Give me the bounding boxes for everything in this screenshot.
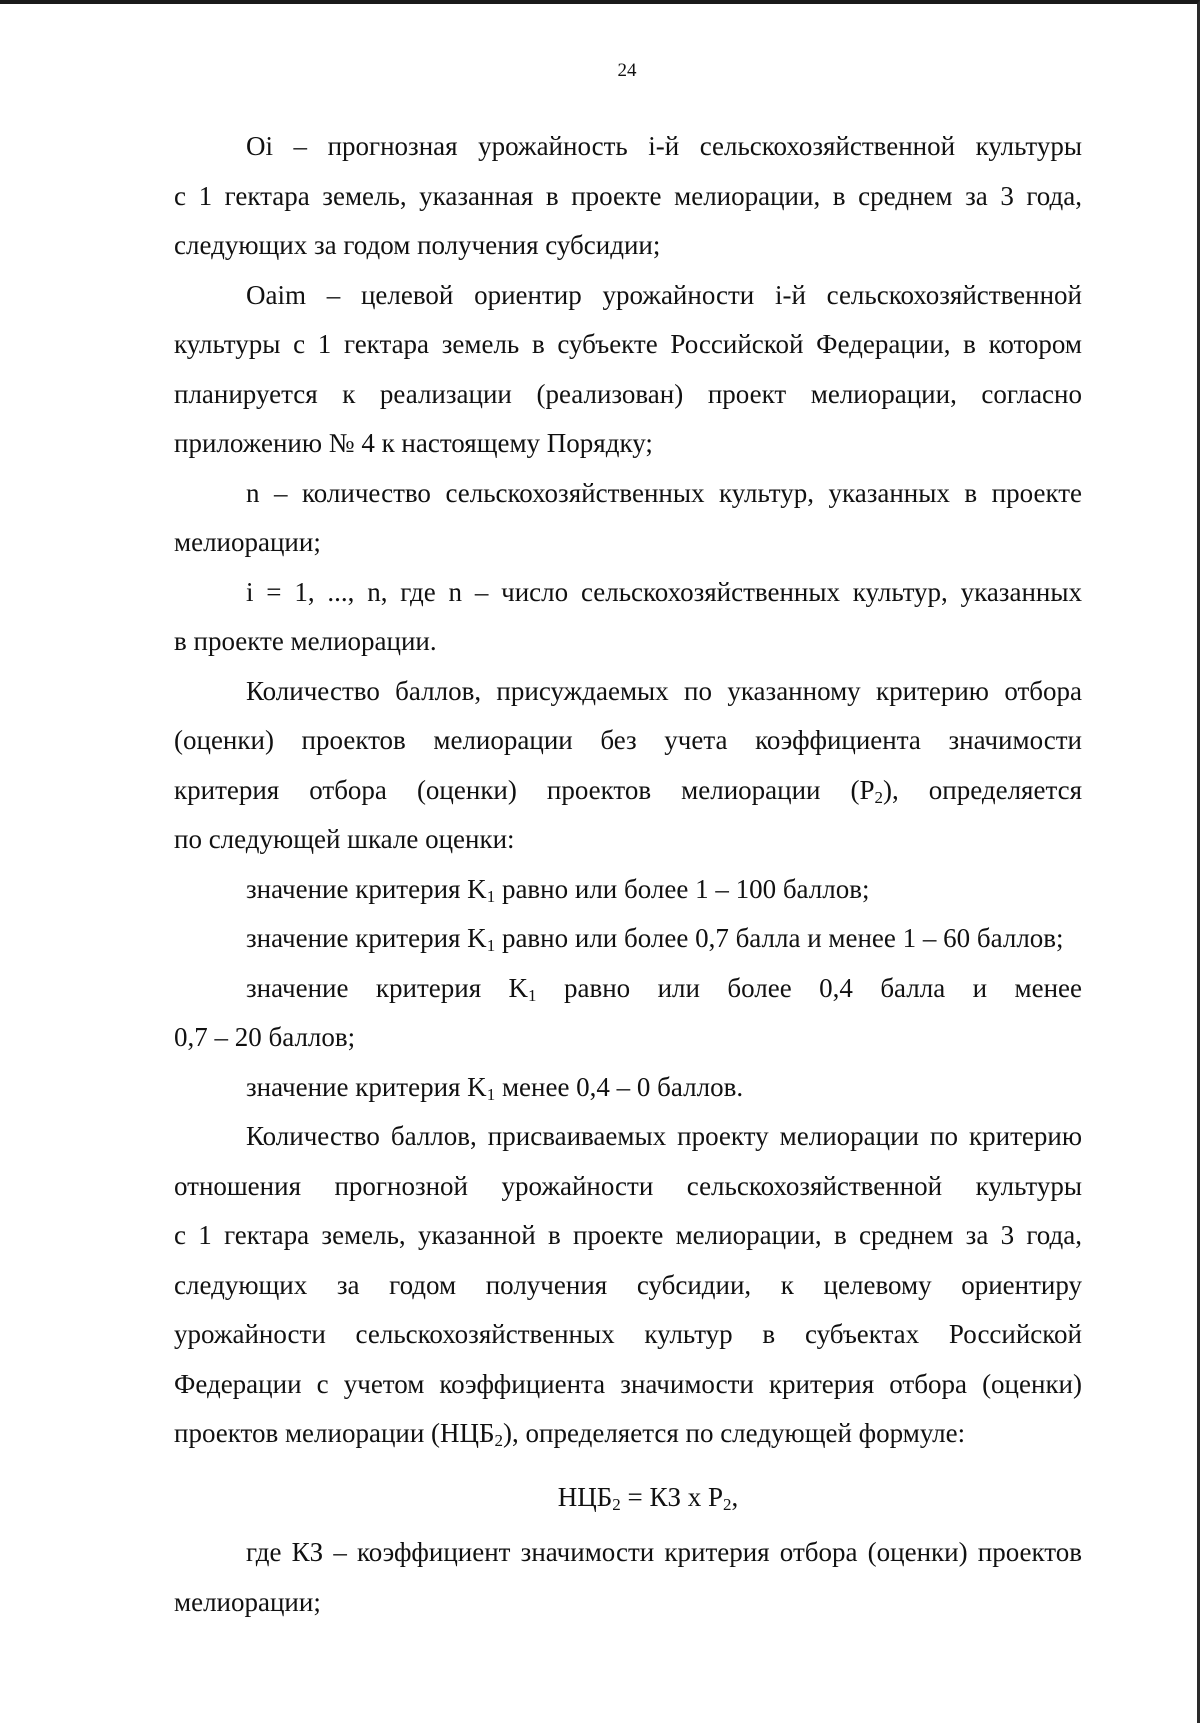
scale-item xyxy=(174,914,1082,964)
scale-item xyxy=(174,865,1082,915)
text-line: с 1 гектара земель, указанной в проекте мелиорации, в среднем за 3 года, xyxy=(174,1220,1082,1250)
text-fragment: равно или более 0,7 балла и менее 1 – 60 баллов; xyxy=(495,923,1064,953)
text-line: отношения прогнозной урожайности сельскохозяйственной культуры xyxy=(174,1170,1082,1201)
text-fragment: значение критерия K xyxy=(246,923,487,953)
text-line: Количество баллов, присуждаемых по указанному критерию отбора xyxy=(246,675,1082,706)
formula-term: НЦБ xyxy=(557,1481,613,1512)
text-fragment: ), определяется xyxy=(883,774,1082,805)
text-line: мелиорации; xyxy=(174,1586,321,1617)
text-line: Oaim – целевой ориентир урожайности i-й сельскохозяйственной xyxy=(246,279,1082,310)
scale-item xyxy=(174,964,1082,1014)
paragraph-n-definition xyxy=(174,469,1082,568)
scoring-scale xyxy=(174,865,1082,1113)
subscript: 2 xyxy=(874,787,884,807)
text-fragment: критерия отбора (оценки) проектов мелиорации (P xyxy=(174,774,875,805)
text-line: в проекте мелиорации. xyxy=(174,626,437,656)
text-line: n – количество сельскохозяйственных культур, указанных в проекте xyxy=(246,477,1082,508)
subscript: 1 xyxy=(486,936,496,955)
text-fragment: ), определяется по следующей формуле: xyxy=(503,1418,966,1448)
text-line: где КЗ – коэффициент значимости критерия отбора (оценки) проектов xyxy=(246,1537,1082,1567)
text-line: культуры с 1 гектара земель в субъекте Российской Федерации, в котором xyxy=(174,329,1082,359)
subscript: 2 xyxy=(612,1494,621,1514)
text-fragment: равно или более 0,4 балла и менее xyxy=(536,972,1083,1003)
text-line: следующих за годом получения субсидии, к целевому ориентиру xyxy=(174,1269,1082,1300)
document-body xyxy=(174,122,1082,1627)
text-line: приложению № 4 к настоящему Порядку; xyxy=(174,428,653,458)
formula-term: , xyxy=(731,1481,739,1512)
page-number: 24 xyxy=(617,60,637,81)
subscript: 1 xyxy=(486,1084,496,1104)
text-line-with-subscript xyxy=(174,1409,1082,1459)
subscript: 1 xyxy=(486,886,496,906)
text-fragment: проектов мелиорации (НЦБ xyxy=(174,1418,495,1448)
paragraph-oi-definition xyxy=(174,122,1082,271)
text-line: по следующей шкале оценки: xyxy=(174,824,515,854)
text-fragment: менее 0,4 – 0 баллов. xyxy=(495,1071,744,1102)
paragraph-assigned-points xyxy=(174,1112,1082,1459)
text-line: Федерации с учетом коэффициента значимости критерия отбора (оценки) xyxy=(174,1368,1082,1399)
text-line: Количество баллов, присваиваемых проекту мелиорации по критерию xyxy=(246,1121,1082,1151)
formula-term: = КЗ х P xyxy=(620,1481,724,1512)
text-line: мелиорации; xyxy=(174,527,321,557)
scale-item xyxy=(174,1063,1082,1113)
text-line: Oi – прогнозная урожайность i-й сельскохозяйственной культуры xyxy=(246,131,1082,161)
paragraph-i-definition xyxy=(174,568,1082,667)
subscript: 2 xyxy=(494,1431,504,1450)
text-fragment: значение критерия K xyxy=(246,1071,487,1102)
text-line: урожайности сельскохозяйственных культур в субъектах Российской xyxy=(174,1319,1082,1349)
subscript: 2 xyxy=(723,1494,732,1514)
text-line: планируется к реализации (реализован) проект мелиорации, согласно xyxy=(174,378,1082,409)
paragraph-kz-definition xyxy=(174,1528,1082,1627)
text-fragment: равно или более 1 – 100 баллов; xyxy=(495,873,870,904)
text-line-with-subscript xyxy=(174,766,1082,816)
text-line: следующих за годом получения субсидии; xyxy=(174,230,661,260)
text-fragment: значение критерия K xyxy=(246,873,487,904)
text-line: (оценки) проектов мелиорации без учета коэффициента значимости xyxy=(174,725,1082,755)
scale-item-continuation: 0,7 – 20 баллов; xyxy=(174,1022,356,1052)
subscript: 1 xyxy=(528,985,537,1005)
formula xyxy=(174,1473,1082,1523)
paragraph-points-intro xyxy=(174,667,1082,865)
text-line: i = 1, ..., n, где n – число сельскохозяйственных культур, указанных xyxy=(246,576,1082,607)
paragraph-oaim-definition xyxy=(174,271,1082,469)
text-fragment: значение критерия K xyxy=(246,972,529,1003)
text-line: с 1 гектара земель, указанная в проекте мелиорации, в среднем за 3 года, xyxy=(174,180,1082,211)
